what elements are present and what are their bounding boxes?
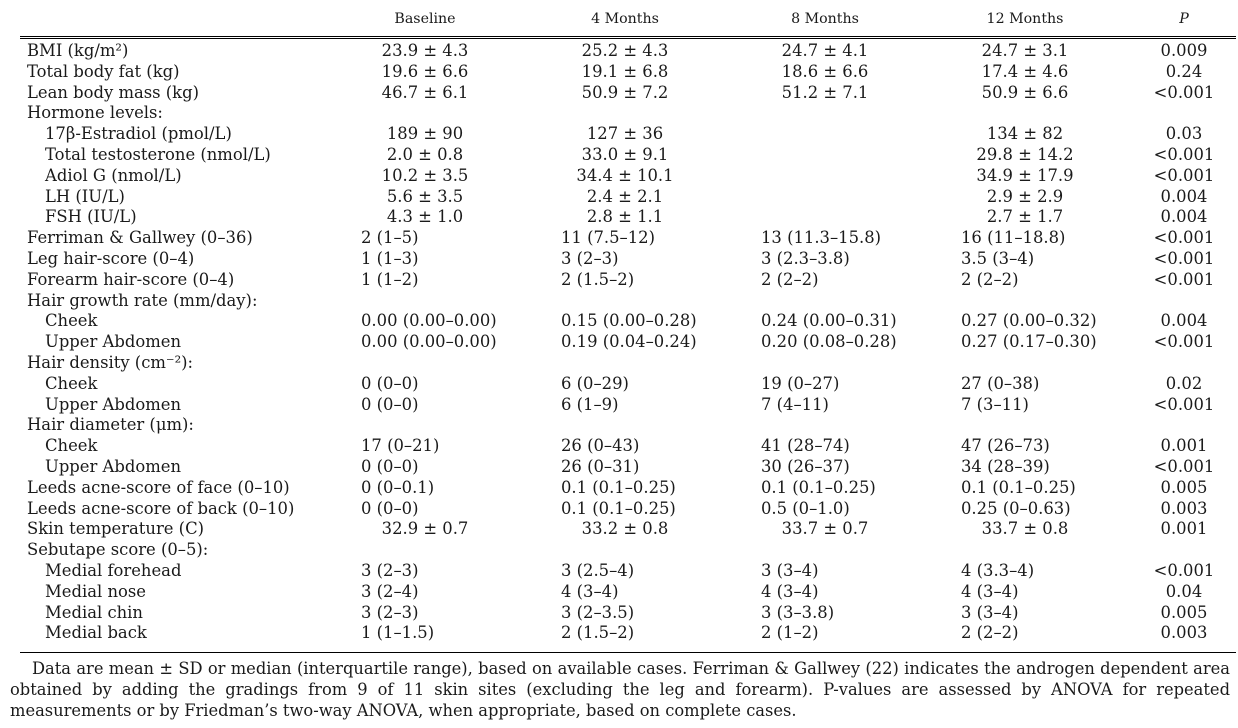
cell-baseline (361, 352, 541, 373)
cell-12-months (961, 414, 1141, 435)
cell-p-value: 0.001 (1160, 519, 1208, 539)
row-label: 17β-Estradiol (pmol/L) (45, 124, 232, 144)
cell-12-months: 0.27 (0.00–0.32) (961, 311, 1097, 331)
cell-4-months: 3 (2–3.5) (561, 602, 635, 622)
cell-12-months: 50.9 ± 6.6 (981, 82, 1069, 102)
cell-4-months: 33.2 ± 0.8 (581, 519, 669, 539)
cell-baseline: 3 (2–3) (361, 602, 419, 622)
table-row (0, 352, 1238, 373)
cell-baseline: 10.2 ± 3.5 (381, 165, 469, 185)
table-row (0, 414, 1238, 435)
cell-8-months: 0.24 (0.00–0.31) (761, 311, 897, 331)
row-label: Cheek (45, 436, 98, 456)
cell-8-months: 18.6 ± 6.6 (781, 61, 869, 81)
cell-p-value: 0.004 (1160, 207, 1208, 227)
row-label: Hair density (cm⁻²): (27, 353, 194, 372)
row-label: Medial forehead (45, 561, 182, 580)
cell-8-months (735, 123, 915, 144)
table-row (0, 581, 1238, 602)
cell-4-months: 3 (2–3) (561, 249, 619, 268)
cell-12-months: 47 (26–73) (961, 436, 1050, 456)
cell-p-value: <0.001 (1153, 228, 1215, 248)
cell-p-value: 0.009 (1160, 41, 1208, 60)
row-label: Skin temperature (C) (27, 519, 205, 539)
cell-baseline (361, 539, 541, 560)
cell-4-months: 33.0 ± 9.1 (581, 145, 669, 164)
table-footnote (10, 658, 1230, 721)
row-label: Medial back (45, 623, 147, 643)
cell-baseline: 19.6 ± 6.6 (381, 61, 469, 81)
cell-8-months (761, 414, 941, 435)
table-header (0, 9, 1238, 30)
cell-8-months: 7 (4–11) (761, 394, 829, 414)
cell-baseline: 5.6 ± 3.5 (386, 186, 464, 206)
cell-p-value: <0.001 (1153, 165, 1215, 185)
table-row (0, 310, 1238, 331)
cell-12-months: 24.7 ± 3.1 (981, 41, 1069, 60)
cell-baseline: 23.9 ± 4.3 (381, 41, 469, 60)
cell-4-months: 25.2 ± 4.3 (581, 41, 669, 60)
row-label: Hormone levels: (27, 103, 163, 123)
cell-4-months: 11 (7.5–12) (561, 228, 655, 248)
cell-8-months: 3 (3–4) (761, 561, 819, 580)
cell-12-months: 2.7 ± 1.7 (986, 207, 1064, 227)
cell-4-months (561, 290, 741, 311)
cell-p-value: 0.24 (1165, 61, 1203, 81)
cell-12-months: 4 (3–4) (961, 581, 1019, 601)
cell-12-months: 7 (3–11) (961, 394, 1029, 414)
table-row (0, 102, 1238, 123)
cell-p-value (1136, 414, 1232, 435)
table-row (0, 602, 1238, 623)
cell-baseline: 4.3 ± 1.0 (386, 207, 464, 227)
cell-8-months: 24.7 ± 4.1 (781, 41, 869, 60)
cell-p-value: <0.001 (1153, 269, 1215, 289)
table-row (0, 622, 1238, 643)
cell-p-value: <0.001 (1153, 561, 1215, 580)
cell-baseline (361, 414, 541, 435)
cell-p-value (1136, 539, 1232, 560)
cell-8-months: 3 (2.3–3.8) (761, 249, 850, 268)
cell-12-months (935, 102, 1115, 123)
cell-p-value: 0.005 (1160, 602, 1208, 622)
cell-4-months (561, 539, 741, 560)
cell-4-months: 0.15 (0.00–0.28) (561, 311, 697, 331)
cell-8-months: 2 (2–2) (761, 269, 819, 289)
row-label: Leeds acne-score of back (0–10) (27, 498, 295, 518)
table-row (0, 477, 1238, 498)
row-label: Cheek (45, 373, 98, 393)
row-label: Upper Abdomen (45, 332, 182, 352)
cell-p-value: 0.03 (1165, 124, 1203, 144)
cell-12-months: 34.9 ± 17.9 (976, 165, 1074, 185)
row-label: Hair growth rate (mm/day): (27, 290, 258, 310)
cell-4-months: 4 (3–4) (561, 581, 619, 601)
row-label: Sebutape score (0–5): (27, 540, 209, 560)
cell-4-months: 127 ± 36 (586, 124, 664, 144)
cell-12-months (961, 539, 1141, 560)
cell-baseline: 32.9 ± 0.7 (381, 519, 469, 539)
cell-12-months: 4 (3.3–4) (961, 561, 1035, 580)
cell-baseline: 17 (0–21) (361, 436, 440, 456)
row-label: Ferriman & Gallwey (0–36) (27, 228, 253, 248)
cell-8-months (761, 352, 941, 373)
cell-8-months: 19 (0–27) (761, 373, 840, 393)
table-row (0, 186, 1238, 207)
cell-baseline: 1 (1–3) (361, 249, 419, 268)
cell-12-months: 17.4 ± 4.6 (981, 61, 1069, 81)
cell-8-months (735, 186, 915, 207)
cell-12-months: 0.27 (0.17–0.30) (961, 332, 1097, 352)
cell-baseline (361, 290, 541, 311)
cell-8-months (761, 539, 941, 560)
table-row (0, 290, 1238, 311)
cell-4-months (561, 352, 741, 373)
header-top-rule (20, 36, 1236, 37)
cell-baseline: 0.00 (0.00–0.00) (361, 311, 497, 331)
cell-baseline: 0 (0–0) (361, 394, 419, 414)
table-row (0, 40, 1238, 61)
cell-p-value: 0.04 (1165, 581, 1203, 601)
row-label: BMI (kg/m²) (27, 41, 129, 60)
cell-p-value: 0.001 (1160, 436, 1208, 456)
cell-4-months: 3 (2.5–4) (561, 561, 635, 580)
cell-12-months: 0.1 (0.1–0.25) (961, 477, 1076, 497)
cell-8-months: 0.1 (0.1–0.25) (761, 477, 876, 497)
cell-baseline: 2.0 ± 0.8 (386, 145, 464, 164)
table-row (0, 560, 1238, 581)
cell-baseline: 1 (1–2) (361, 269, 419, 289)
row-label: Total body fat (kg) (27, 61, 180, 81)
cell-p-value: <0.001 (1153, 82, 1215, 102)
cell-12-months: 3.5 (3–4) (961, 249, 1035, 268)
cell-12-months: 2 (2–2) (961, 623, 1019, 643)
cell-4-months: 50.9 ± 7.2 (581, 82, 669, 102)
header-8-months: 8 Months (791, 11, 859, 27)
cell-12-months: 33.7 ± 0.8 (981, 519, 1069, 539)
cell-p-value: <0.001 (1153, 249, 1215, 268)
table-row (0, 123, 1238, 144)
row-label: Upper Abdomen (45, 457, 182, 476)
cell-baseline: 3 (2–3) (361, 561, 419, 580)
table-row (0, 82, 1238, 103)
row-label: Adiol G (nmol/L) (45, 165, 182, 185)
cell-12-months: 134 ± 82 (986, 124, 1064, 144)
table-bottom-rule (20, 652, 1236, 653)
cell-4-months: 2 (1.5–2) (561, 269, 635, 289)
cell-8-months (735, 165, 915, 186)
cell-p-value: 0.004 (1160, 311, 1208, 331)
cell-12-months: 34 (28–39) (961, 457, 1050, 476)
cell-4-months: 34.4 ± 10.1 (576, 165, 674, 185)
row-label: LH (IU/L) (45, 186, 125, 206)
cell-4-months: 26 (0–31) (561, 457, 640, 476)
cell-12-months: 3 (3–4) (961, 602, 1019, 622)
cell-p-value: <0.001 (1153, 332, 1215, 352)
cell-8-months (761, 290, 941, 311)
cell-8-months: 4 (3–4) (761, 581, 819, 601)
table-row (0, 435, 1238, 456)
cell-p-value (1136, 352, 1232, 373)
footnote-text: Data are mean ± SD or median (interquartile range), based on available cases. Ferriman & Gallwey (22) indicates the androgen dependent area obtained by adding the gradings from 9 of 11 skin sites (excluding the leg and forearm). P-values are assessed by ANOVA for repeated measurements or by Friedman’s two-way ANOVA, when appropriate, based on complete cases. (10, 659, 1230, 720)
cell-baseline: 46.7 ± 6.1 (381, 82, 469, 102)
cell-8-months: 0.20 (0.08–0.28) (761, 332, 897, 352)
header-p-value: P (1179, 11, 1189, 27)
cell-8-months: 30 (26–37) (761, 457, 850, 476)
cell-p-value: <0.001 (1153, 145, 1215, 164)
cell-12-months: 2.9 ± 2.9 (986, 186, 1064, 206)
table-row (0, 206, 1238, 227)
row-label: Leeds acne-score of face (0–10) (27, 477, 290, 497)
cell-12-months: 16 (11–18.8) (961, 228, 1066, 248)
cell-4-months: 0.1 (0.1–0.25) (561, 477, 676, 497)
cell-12-months: 2 (2–2) (961, 269, 1019, 289)
cell-p-value: 0.003 (1160, 623, 1208, 643)
cell-8-months: 51.2 ± 7.1 (781, 82, 869, 102)
table-row (0, 248, 1238, 269)
cell-4-months: 26 (0–43) (561, 436, 640, 456)
cell-baseline: 3 (2–4) (361, 581, 419, 601)
table-row (0, 227, 1238, 248)
cell-4-months: 2.4 ± 2.1 (586, 186, 664, 206)
row-label: Upper Abdomen (45, 394, 182, 414)
cell-12-months: 0.25 (0–0.63) (961, 498, 1071, 518)
header-4-months: 4 Months (591, 11, 659, 27)
cell-4-months (535, 102, 715, 123)
cell-8-months: 13 (11.3–15.8) (761, 228, 882, 248)
cell-8-months (735, 144, 915, 165)
cell-8-months: 33.7 ± 0.7 (781, 519, 869, 539)
cell-4-months: 2.8 ± 1.1 (586, 207, 664, 227)
header-12-months: 12 Months (986, 11, 1064, 27)
cell-p-value: 0.004 (1160, 186, 1208, 206)
row-label: Total testosterone (nmol/L) (45, 145, 271, 164)
cell-12-months (961, 352, 1141, 373)
table-row (0, 518, 1238, 539)
table-row (0, 456, 1238, 477)
cell-12-months: 27 (0–38) (961, 373, 1040, 393)
cell-baseline: 0 (0–0.1) (361, 477, 435, 497)
row-label: Forearm hair-score (0–4) (27, 269, 235, 289)
cell-4-months: 0.19 (0.04–0.24) (561, 332, 697, 352)
cell-4-months (561, 414, 741, 435)
row-label: Leg hair-score (0–4) (27, 249, 195, 268)
cell-baseline: 0 (0–0) (361, 373, 419, 393)
cell-4-months: 0.1 (0.1–0.25) (561, 498, 676, 518)
cell-baseline: 0 (0–0) (361, 457, 419, 476)
cell-baseline (335, 102, 515, 123)
cell-4-months: 6 (1–9) (561, 394, 619, 414)
header-bottom-rule (20, 38, 1236, 39)
cell-8-months: 3 (3–3.8) (761, 602, 835, 622)
table-row (0, 269, 1238, 290)
cell-baseline: 189 ± 90 (386, 124, 464, 144)
cell-baseline: 2 (1–5) (361, 228, 419, 248)
cell-4-months: 6 (0–29) (561, 373, 629, 393)
table-row (0, 165, 1238, 186)
row-label: FSH (IU/L) (45, 207, 137, 227)
cell-4-months: 2 (1.5–2) (561, 623, 635, 643)
cell-baseline: 0 (0–0) (361, 498, 419, 518)
row-label: Cheek (45, 311, 98, 331)
row-label: Medial nose (45, 581, 146, 601)
table-row (0, 539, 1238, 560)
cell-baseline: 1 (1–1.5) (361, 623, 435, 643)
cell-p-value (1136, 102, 1232, 123)
cell-4-months: 19.1 ± 6.8 (581, 61, 669, 81)
header-baseline: Baseline (394, 11, 456, 27)
cell-8-months (735, 206, 915, 227)
row-label: Medial chin (45, 602, 143, 622)
table-row (0, 61, 1238, 82)
cell-12-months: 29.8 ± 14.2 (976, 145, 1074, 164)
cell-baseline: 0.00 (0.00–0.00) (361, 332, 497, 352)
cell-p-value: <0.001 (1153, 394, 1215, 414)
cell-p-value: 0.02 (1165, 373, 1203, 393)
table-row (0, 331, 1238, 352)
cell-8-months (735, 102, 915, 123)
cell-8-months: 2 (1–2) (761, 623, 819, 643)
cell-p-value (1136, 290, 1232, 311)
table-row (0, 394, 1238, 415)
cell-8-months: 41 (28–74) (761, 436, 850, 456)
row-label: Lean body mass (kg) (27, 82, 200, 102)
cell-12-months (961, 290, 1141, 311)
cell-8-months: 0.5 (0–1.0) (761, 498, 850, 518)
cell-p-value: 0.005 (1160, 477, 1208, 497)
table-row (0, 498, 1238, 519)
cell-p-value: 0.003 (1160, 498, 1208, 518)
table-row (0, 144, 1238, 165)
row-label: Hair diameter (μm): (27, 415, 194, 435)
cell-p-value: <0.001 (1153, 457, 1215, 476)
table-row (0, 373, 1238, 394)
